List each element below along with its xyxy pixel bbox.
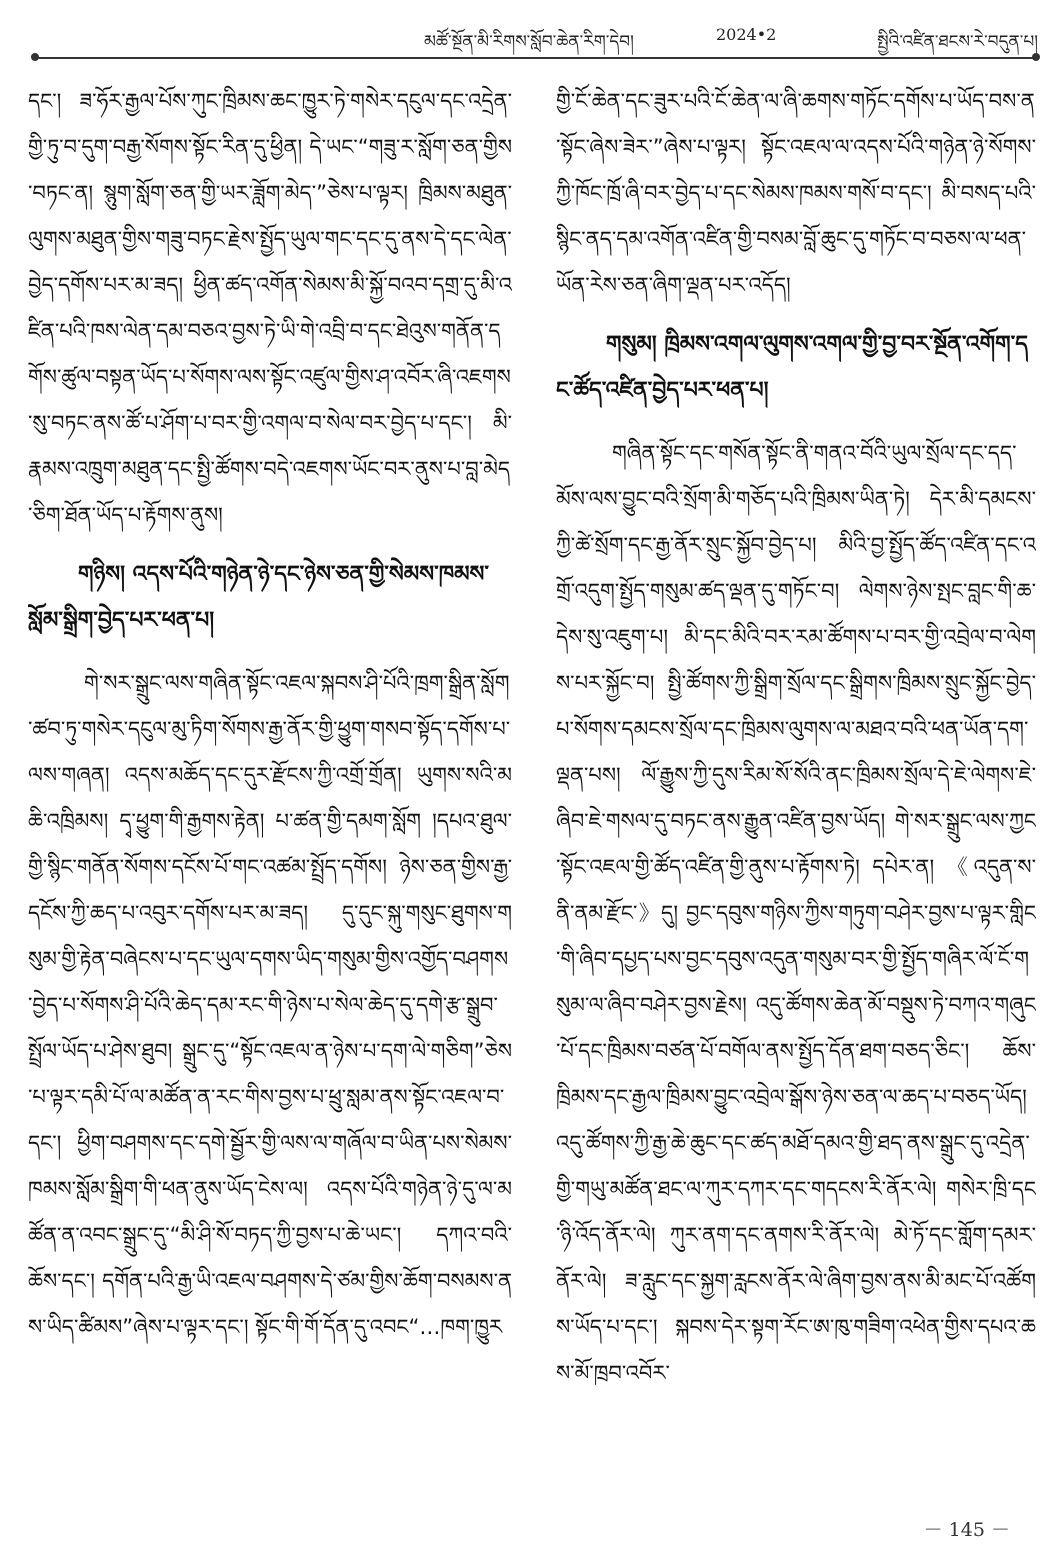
section-heading-two: གཉིས། འདས་པོའི་གཉེན་ཉེ་དང་ཉེས་ཅན་གྱི་སེམས་ཁམས་སློམ་སྒྲིག་བྱེད་པར་ཕན་པ། xyxy=(28,562,490,633)
running-header xyxy=(0,0,1058,70)
issue-number: 2024•2 xyxy=(716,25,777,44)
right-column xyxy=(556,78,1036,1508)
section-title: སྤྱིའི་འཛིན་ཐངས་རེ་བདུན་པ། xyxy=(877,32,1038,52)
paragraph-continued-right: གྱི་ངོ་ཆེན་དང་ཟུར་པའི་ངོ་ཆེན་ལ་ཞི་ཆགས་གཏོང་དགོས་པ་ཡོད་བས་ན་སྟོང་ཞེས་ཟེར་”ཞེས་པ་ལྟར། སྟོང་འཇལ་ལ་འདས་པོའི་གཉེན་ཉེ་སོགས་ཀྱི་ཁོང་ཁྲོ་ཞི་བར་བྱེད་པ་དང་སེམས་ཁམས་གསོ་བ་དང་། མི་བསད་པའི་སྙིང་ནད་དམ་འགོན་འཛིན་གྱི་བསམ་བློ་ཆུང་དུ་གཏོང་བ་བཅས་ལ་ཕན་ཡོན་རེས་ཅན་ཞིག་ལྡན་པར་འདོད། xyxy=(556,89,1036,297)
rule-end-dot-right xyxy=(1032,53,1040,61)
rule-end-dot-left xyxy=(31,53,39,61)
header-rule xyxy=(34,57,1036,59)
journal-title: མཚོ་སྔོན་མི་རིགས་སློབ་ཆེན་རིག་དེབ། xyxy=(424,32,634,52)
left-column xyxy=(28,78,512,1508)
page-number: － 145 － xyxy=(923,1519,1010,1541)
section-heading-three: གསུམ། ཁྲིམས་འགལ་ལུགས་འགལ་གྱི་བྱ་བར་སྔོན་འགོག་དང་ཚོད་འཛིན་བྱེད་པར་ཕན་པ། xyxy=(556,332,1028,403)
paragraph-body-right: གཞིན་སྟོང་དང་གསོན་སྟོང་ནི་གནའ་བོའི་ཡུལ་སྲོལ་དང་དད་མོས་ལས་བྱུང་བའི་སྲོག་མི་གཅོད་པའི་ཁྲིམས་ཡིན་ཏེ། དེར་མི་དམངས་ཀྱི་ཚེ་སྲོག་དང་རྒྱ་ནོར་སྲུང་སྐྱོབ་བྱེད་པ། མིའི་བྱ་སྤྱོད་ཚོད་འཛིན་དང་འགྲོ་འདུག་སྤྱོད་གསུམ་ཚད་ལྡན་དུ་གཏོང་བ། ལེགས་ཉེས་སྤང་བླང་གི་ཆ་དེས་སུ་འཇུག་པ། མི་དང་མིའི་བར་རམ་ཚོགས་པ་བར་གྱི་འབྲེལ་བ་ལེགས་པར་སྐྱོང་བ། སྤྱི་ཚོགས་ཀྱི་སྒྲིག་སྲོལ་དང་སྒྲིགས་ཁྲིམས་སྲུང་སྐྱོང་བྱེད་པ་སོགས་དམངས་སྲོལ་དང་ཁྲིམས་ལུགས་ལ་མཐའ་བའི་ཕན་ཡོན་དག་ལྡན་པས། ལོ་རྒྱུས་ཀྱི་དུས་རིམ་སོ་སོའི་ནང་ཁྲིམས་སྲོལ་དེ་ཇེ་ལེགས་ཇེ་ཞིབ་ཇེ་གསལ་དུ་བཏང་ནས་རྒྱུན་འཛིན་བྱས་ཡོད། གེ་སར་སྒྲུང་ལས་ཀྱང་སྟོང་འཇལ་གྱི་ཚོད་འཛིན་གྱི་ནུས་པ་རྟོགས་ཏེ། དཔེར་ན། 《འདུན་ས་ནི་ནམ་རྫོང་》དུ། བྱང་དབུས་གཉིས་ཀྱིས་གཏུག་བཤེར་བྱས་པ་ལྟར་གླིང་གི་ཞིབ་དཔྱད་པས་བྱང་དབུས་འདུན་གསུམ་བར་གྱི་སྤྱོད་གཞིར་ལོ་ངོ་གསུམ་ལ་ཞིབ་བཤེར་བྱས་རྗེས། འདུ་ཚོགས་ཆེན་མོ་བསྡུས་ཏེ་བཀའ་གཞུང་པོ་དང་ཁྲིམས་བཙན་པོ་བགོལ་ནས་སྤྱོད་དོན་ཐག་བཅད་ཅིང་། ཆོས་ཁྲིམས་དང་རྒྱལ་ཁྲིམས་བྱུང་འབྲེལ་སྒོས་ཉེས་ཅན་ལ་ཆད་པ་བཅད་ཡོད། འདུ་ཚོགས་ཀྱི་རྒྱ་ཆེ་ཆུང་དང་ཚད་མཐོ་དམའ་གྱི་ཐད་ནས་སྒྲུང་དུ་འདྲེན་གྱི་གཡུ་མཚོན་ཐང་ལ་ཀུར་དཀར་དང་གདངས་རི་ནོར་ལེ། གསེར་ཁྲི་དང་ཉི་འོད་ནོར་ལེ། ཀུར་ནག་དང་ནགས་རི་ནོར་ལེ། མེ་ཏོ་དང་གློག་དམར་ནོར་ལེ། ཟ་རླུང་དང་སྐྱག་རླངས་ནོར་ལེ་ཞིག་བྱས་ནས་མི་མང་པོ་འཚོགས་ཡོད་པ་དང་། སྐབས་དེར་སྟག་རོང་ཨ་ཁུ་གཟིག་འཕེན་གྱིས་དཔའ་ཆས་མོ་ཁྲབ་འབོར་ xyxy=(556,441,1036,1385)
paragraph-continued: དང་། ཟ་ཧོར་རྒྱལ་པོས་ཀུང་ཁྲིམས་ཆང་ཁྱུར་ཏེ་གསེར་དངུལ་དང་འདྲེན་གྱི་ཏུ་བ་དུག་བརྒྱ་སོགས་སྟོང་རིན་དུ་ཕྱིན། དེ་ཡང་“གཟུ་ར་སློག་ཅན་གྱིས་བཏང་ན། སྙུག་སློག་ཅན་གྱི་ཡར་ཟློག་མེད་”ཅེས་པ་ལྟར། ཁྲིམས་མཐུན་ལུགས་མཐུན་གྱིས་གཟུ་བཏང་རྗེས་སྤྱོད་ཡུལ་གང་དང་དུ་ནས་དེ་དང་ལེན་བྱེད་དགོས་པར་མ་ཟད། ཕྱིན་ཚད་འགོན་སེམས་མི་སྐྱོ་བའབ་དགྲ་དུ་མི་འཛིན་པའི་ཁས་ལེན་དམ་བཅའ་བྱས་ཏེ་ཡི་གེ་འབྲི་བ་དང་ཐེའུས་གནོན་དགོས་ཚུལ་བསྟན་ཡོད་པ་སོགས་ལས་སྟོང་འཛུལ་གྱིས་ཤ་འབོར་ཞི་འཇགས་སུ་བཏང་ནས་ཚོ་པ་ཤོག་པ་བར་གྱི་འགལ་བ་སེལ་བར་བྱེད་པ་དང་། མི་རྣམས་འཁྲུག་མཐུན་དང་སྤྱི་ཚོགས་བདེ་འཇགས་ཡོང་བར་ནུས་པ་བླ་མེད་ཅིག་ཐོན་ཡོད་པ་རྟོགས་ནུས། xyxy=(28,89,512,527)
paragraph-body: གེ་སར་སྒྲུང་ལས་གཞིན་སྟོང་འཇལ་སྐབས་ཤི་པོའི་ཁྲག་སྒྲིན་སློག་ཚབ་ཏུ་གསེར་དངུལ་མུ་ཏིག་སོགས་རྒྱ་ནོར་གྱི་ཕྱུག་གསབ་སྟོད་དགོས་པ་ལས་གཞན། འདས་མཆོད་དང་དུར་རྫོངས་ཀྱི་འགྲོ་གྲོན། ཡུགས་སའི་མཆི་འཁྲིམས། དྭ་ཕྱུག་གི་རྒྱགས་རྟེན། པ་ཚན་གྱི་དམག་སློག །དཔའ་ཐུལ་གྱི་སྙིང་གནོན་སོགས་དངོས་པོ་གང་འཚམ་སྤྲོད་དགོས། ཉེས་ཅན་གྱིས་རྒྱ་དངོས་ཀྱི་ཆད་པ་འབུར་དགོས་པར་མ་ཟད། དུ་དུང་སྐུ་གསུང་ཐུགས་གསུམ་གྱི་རྟེན་བཞེངས་པ་དང་ཡུལ་དགས་ཡིད་གསུམ་གྱིས་འགྱོད་བཤགས་བྱེད་པ་སོགས་ཤི་པོའི་ཆེད་དམ་རང་གི་ཉེས་པ་སེལ་ཆེད་དུ་དགེ་རྩ་སྒྲུབ་སྤྲོལ་ཡོད་པ་ཤེས་ཐུབ། སྒྲུང་དུ་“སྟོང་འཇལ་ན་ཉེས་པ་དག་ལེ་གཅིག”ཅེས་པ་ལྟར་དམི་པོ་ལ་མཚོན་ན་རང་གིས་བྱས་པ་ཕྲུ་སླམ་ནས་སྟོང་འཇལ་བ་དང་། ཕྱིག་བཤགས་དང་དགེ་སྦྱོར་གྱི་ལས་ལ་གཞོལ་བ་ཡིན་པས་སེམས་ཁམས་སློམ་སྒྲིག་གི་ཕན་ནུས་ཡོད་ངེས་ལ། འདས་པོའི་གཉེན་ཉེ་དུ་ལ་མཚོན་ན་འབང་སྒྲུང་དུ་“མི་ཤི་སོ་བཏད་ཀྱི་བྱས་པ་ཆེ་ཡང་། དཀའ་བའི་ཆོས་དང་། དགོན་པའི་རྒྱ་ཡི་འཇལ་བཤགས་དེ་ཙམ་གྱིས་ཆོག་བསམས་ནས་ཡིད་ཚིམས”ཞེས་པ་ལྟར་དང་། སྟོང་གི་གོ་དོན་དུ་འབང“…ཁག་ཁྱུར xyxy=(28,671,512,1339)
